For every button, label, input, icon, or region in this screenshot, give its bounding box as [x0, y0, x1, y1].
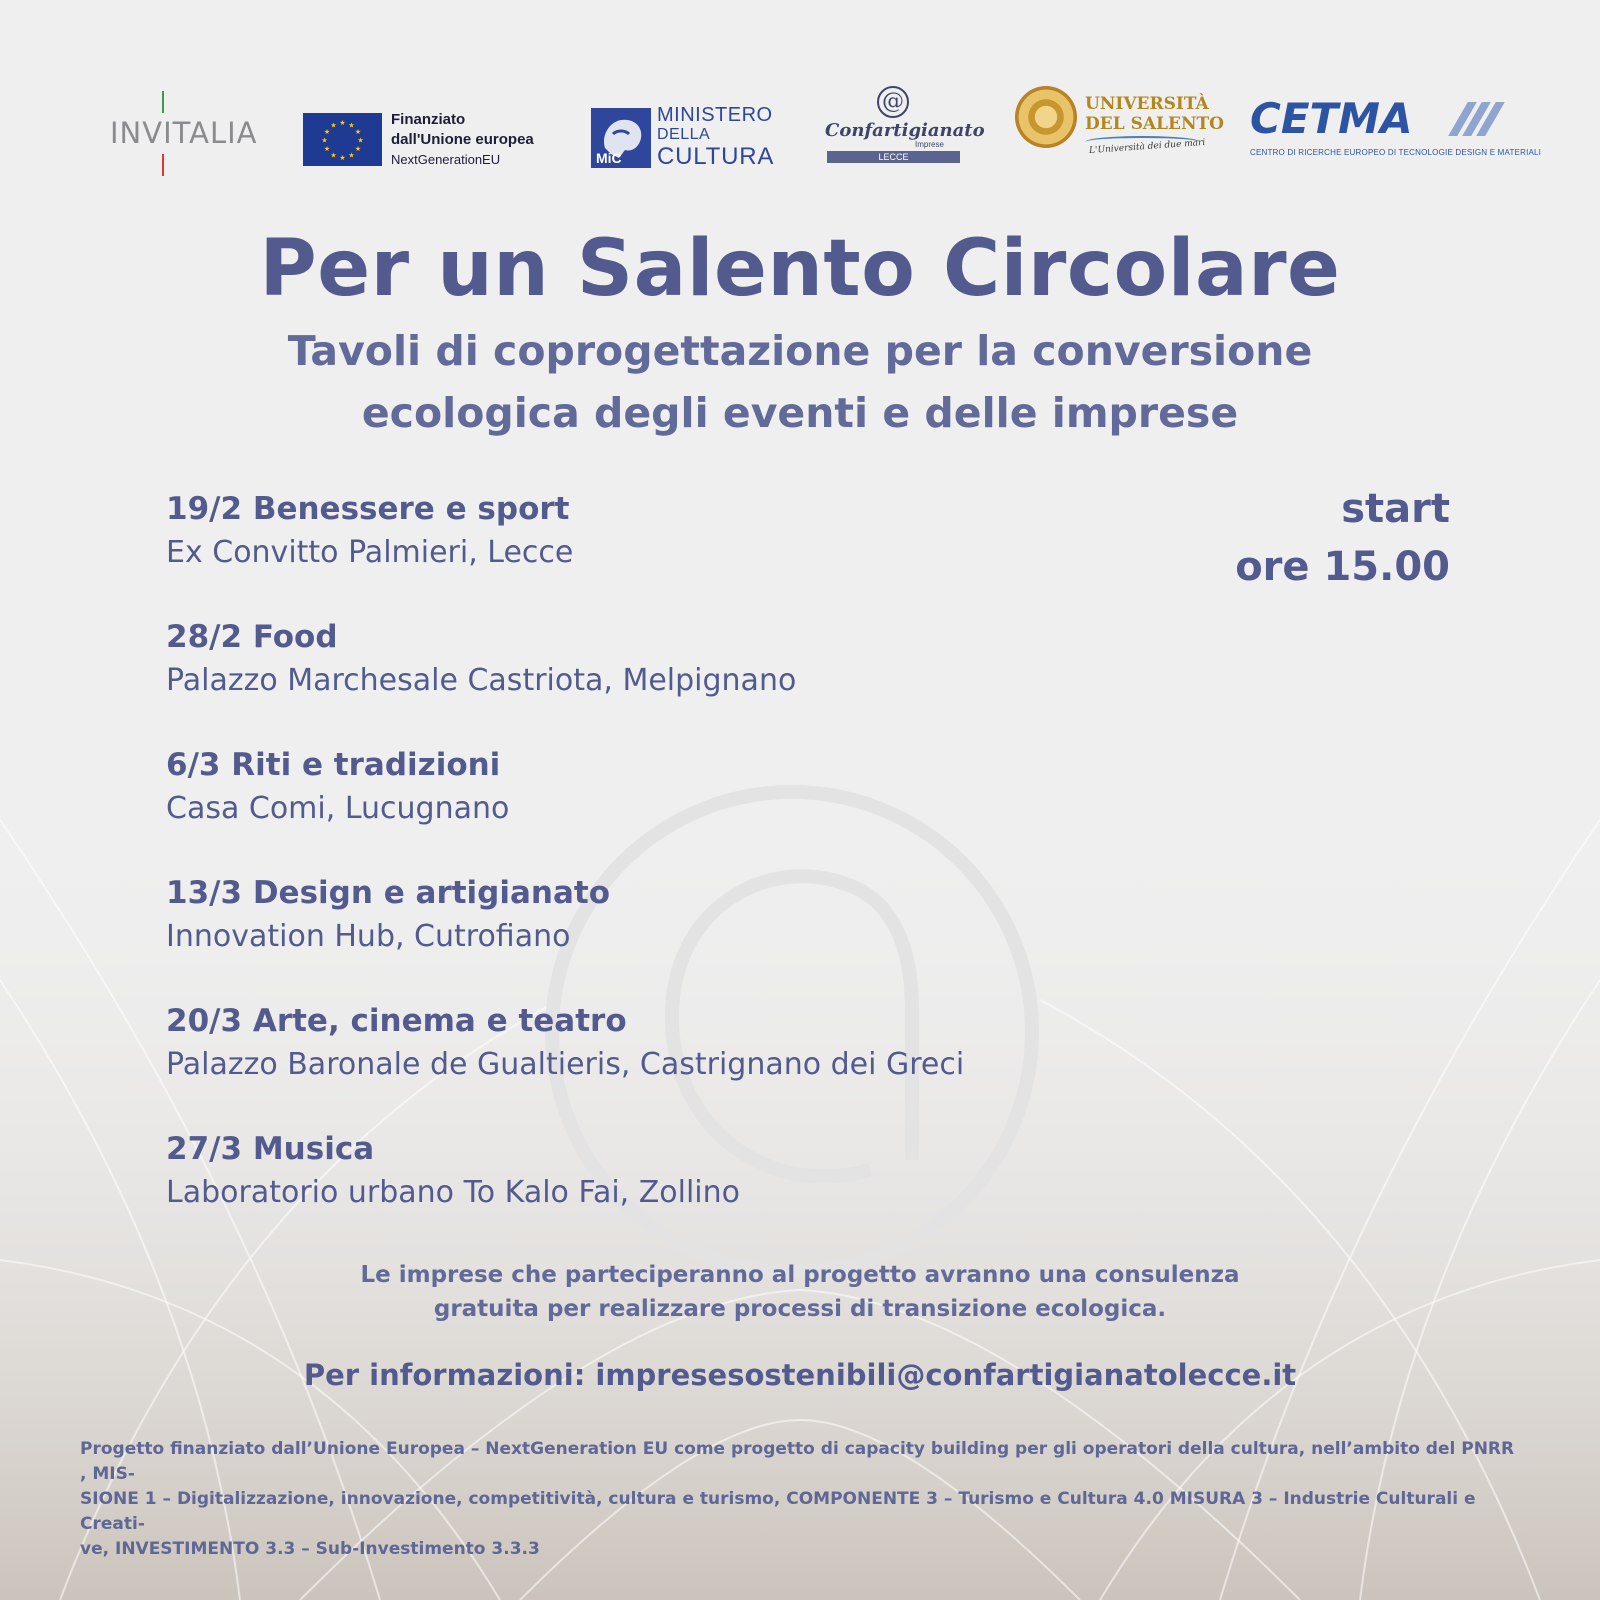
at-sign-icon: @ [877, 86, 909, 118]
eu-line-1: Finanziato [391, 111, 466, 128]
eu-flag-icon [303, 113, 382, 166]
footer-line-2: SIONE 1 – Digitalizzazione, innovazione, competitività, cultura e turismo, COMPONENTE 3 – Turismo e Cultura 4.0 MISURA 3 – Industrie Culturali e Creati- [80, 1489, 1476, 1534]
footer-line-1: Progetto finanziato dall’Unione Europea – NextGeneration EU come progetto di capacity building per gli operatori della cultura, nell’ambito del PNRR , MIS- [80, 1439, 1515, 1484]
event-title: 28/2 Food [166, 619, 338, 655]
event-title: 13/3 Design e artigianato [166, 875, 611, 911]
svg-text:★: ★ [330, 151, 337, 160]
start-label: start [1341, 486, 1450, 532]
flag-red-stripe [162, 154, 164, 176]
university-seal-icon [1015, 86, 1077, 148]
universita-salento-logo [1015, 86, 1224, 172]
start-hour: ore 15.00 [1235, 544, 1450, 590]
note-line-2: gratuita per realizzare processi di transizione ecologica. [433, 1296, 1167, 1322]
svg-text:★: ★ [323, 145, 331, 153]
event-place: Innovation Hub, Cutrofiano [166, 919, 571, 954]
event-item [166, 870, 1066, 998]
svg-text:★: ★ [339, 154, 346, 162]
event-item [166, 1126, 1066, 1254]
confartigianato-imprese: Imprese [915, 140, 944, 149]
event-item [166, 742, 1066, 870]
funding-disclaimer [80, 1437, 1520, 1562]
event-item [166, 998, 1066, 1126]
mic-line-1: MINISTERO [657, 104, 773, 126]
cetma-wordmark: CETMA [1250, 94, 1413, 143]
event-place: Ex Convitto Palmieri, Lecce [166, 535, 574, 570]
university-line-2: DEL SALENTO [1085, 114, 1224, 134]
contact-info: Per informazioni: impresesostenibili@confartigianatolecce.it [303, 1358, 1297, 1392]
university-line-1: UNIVERSITÀ [1085, 94, 1209, 114]
svg-text:★: ★ [348, 151, 355, 160]
page-title: Per un Salento Circolare [259, 224, 1341, 314]
confartigianato-logo [825, 86, 985, 166]
subtitle-line-1: Tavoli di coprogettazione per la conversione [287, 327, 1313, 375]
confartigianato-city: LECCE [827, 151, 960, 163]
svg-text:★: ★ [348, 121, 355, 130]
footer-line-3: ve, INVESTIMENTO 3.3 – Sub-Investimento 3.3.3 [80, 1539, 540, 1559]
note-line-1: Le imprese che parteciperanno al progetto avranno una consulenza [360, 1262, 1240, 1288]
eu-line-3: NextGenerationEU [391, 152, 501, 167]
cetma-logo [1250, 94, 1542, 164]
subtitle-line-2: ecologica degli eventi e delle imprese [361, 389, 1239, 437]
svg-text:★: ★ [339, 119, 346, 127]
mic-badge: MiC [596, 150, 622, 166]
confartigianato-wordmark: Confartigianato [825, 120, 985, 141]
event-place: Laboratorio urbano To Kalo Fai, Zollino [166, 1175, 741, 1210]
invitalia-wordmark: INVITALIA [110, 116, 258, 150]
eu-line-2: dall'Unione europea [391, 131, 534, 148]
mic-line-3: CULTURA [657, 143, 775, 170]
ministero-cultura-logo [591, 104, 791, 170]
events-list [166, 486, 1066, 1254]
cetma-subtitle: CENTRO DI RICERCHE EUROPEO DI TECNOLOGIE DESIGN E MATERIALI [1250, 148, 1542, 157]
event-place: Casa Comi, Lucugnano [166, 791, 510, 826]
invitalia-logo [110, 88, 260, 180]
eu-funding-logo [303, 110, 563, 170]
svg-text:★: ★ [357, 136, 364, 145]
event-place: Palazzo Baronale de Gualtieris, Castrignano dei Greci [166, 1047, 965, 1082]
event-item [166, 614, 1066, 742]
svg-text:★: ★ [330, 121, 337, 130]
event-title: 19/2 Benessere e sport [166, 491, 570, 527]
event-place: Palazzo Marchesale Castriota, Melpignano [166, 663, 797, 698]
event-title: 6/3 Riti e tradizioni [166, 747, 501, 783]
event-title: 27/3 Musica [166, 1131, 375, 1167]
page-subtitle [0, 320, 1600, 444]
mic-emblem-icon [591, 108, 651, 168]
university-tagline: L'Università dei due mari [1088, 137, 1206, 157]
svg-text:★: ★ [354, 145, 362, 153]
svg-text:★: ★ [321, 136, 328, 145]
consultation-note [0, 1258, 1600, 1326]
event-title: 20/3 Arte, cinema e teatro [166, 1003, 627, 1039]
svg-text:★: ★ [354, 128, 362, 136]
event-item [166, 486, 1066, 614]
svg-text:★: ★ [323, 128, 331, 136]
start-time [1170, 480, 1450, 596]
flag-green-stripe [162, 91, 164, 113]
mic-line-2: DELLA [657, 126, 711, 143]
